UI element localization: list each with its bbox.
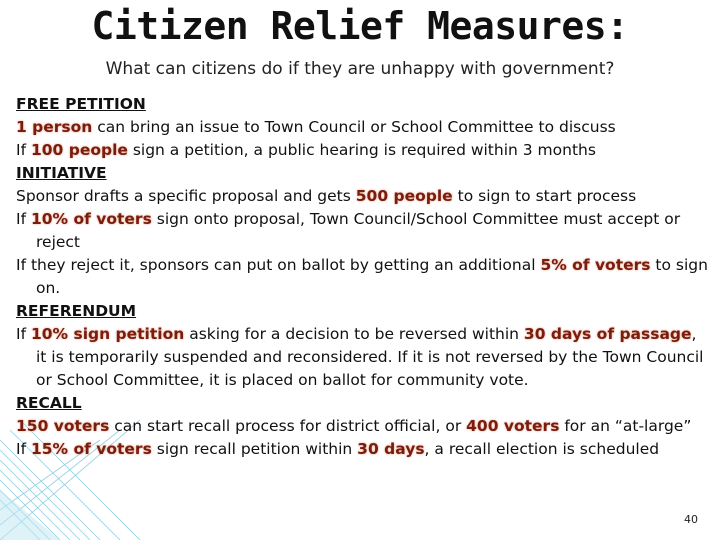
slide-title: Citizen Relief Measures: bbox=[91, 4, 629, 48]
highlight: 5% of voters bbox=[540, 256, 651, 274]
highlight: 500 people bbox=[355, 187, 453, 205]
initiative-line-2: If 10% of voters sign onto proposal, Town Council/School Committee must accept or reject bbox=[16, 210, 681, 251]
highlight: 30 days of passage bbox=[523, 325, 692, 343]
heading-recall: RECALL bbox=[16, 394, 82, 412]
recall-line-1: 150 voters can start recall process for district official, or 400 voters for an “at-large” bbox=[16, 417, 692, 435]
slide-body bbox=[16, 93, 708, 461]
highlight: 400 voters bbox=[466, 417, 560, 435]
initiative-line-3: If they reject it, sponsors can put on ballot by getting an additional 5% of voters to sign on. bbox=[16, 256, 708, 297]
highlight: 15% of voters bbox=[30, 440, 152, 458]
highlight: 30 days bbox=[357, 440, 425, 458]
heading-initiative: INITIATIVE bbox=[16, 164, 107, 182]
free-petition-line-2: If 100 people sign a petition, a public hearing is required within 3 months bbox=[16, 141, 596, 159]
highlight: 10% of voters bbox=[30, 210, 152, 228]
highlight: 10% sign petition bbox=[30, 325, 185, 343]
heading-free-petition: FREE PETITION bbox=[16, 95, 146, 113]
recall-line-2: If 15% of voters sign recall petition within 30 days, a recall election is scheduled bbox=[16, 440, 660, 458]
referendum-line-1: If 10% sign petition asking for a decision to be reversed within 30 days of passage, it is temporarily suspended and reconsidered. If it is not reversed by the Town Council or School Committee, it is placed on ballot for community vote. bbox=[16, 325, 704, 389]
free-petition-line-1: 1 person can bring an issue to Town Council or School Committee to discuss bbox=[16, 118, 616, 136]
slide-subtitle: What can citizens do if they are unhappy with government? bbox=[105, 59, 615, 79]
initiative-line-1: Sponsor drafts a specific proposal and gets 500 people to sign to start process bbox=[16, 187, 637, 205]
highlight: 1 person bbox=[16, 118, 93, 136]
highlight: 100 people bbox=[30, 141, 128, 159]
page-number: 40 bbox=[684, 513, 698, 526]
heading-referendum: REFERENDUM bbox=[16, 302, 137, 320]
highlight: 150 voters bbox=[16, 417, 110, 435]
